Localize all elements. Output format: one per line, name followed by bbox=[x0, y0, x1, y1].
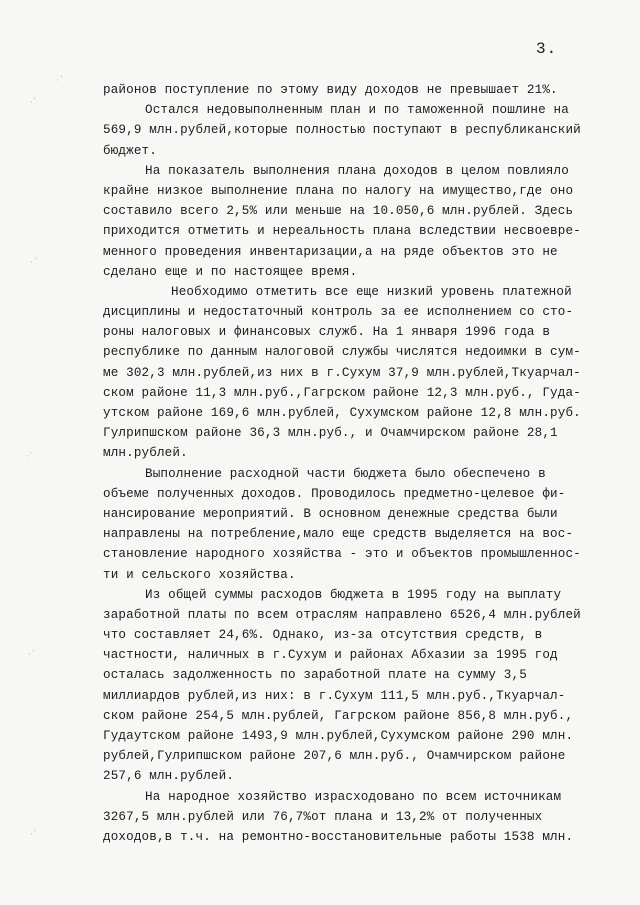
text-line: районов поступление по этому виду доходов не превышает 21%. bbox=[103, 83, 558, 97]
text-line: ском районе 11,3 млн.руб.,Гагрском районе 12,3 млн.руб., Гуда- bbox=[103, 385, 581, 400]
text-line: что составляет 24,6%. Однако, из-за отсутствия средств, в bbox=[103, 628, 543, 643]
page-number: 3. bbox=[536, 40, 558, 58]
text-line: дисциплины и недостаточный контроль за ее исполнением со сто- bbox=[103, 305, 574, 320]
text-line: республике по данным налоговой службы числятся недоимки в сум- bbox=[103, 345, 581, 360]
text-line: составило всего 2,5% или меньше на 10.050,6 млн.рублей. Здесь bbox=[103, 204, 574, 219]
text-line: Гулрипшском районе 36,3 млн.руб., и Очамчирском районе 28,1 bbox=[103, 426, 558, 441]
text-line: На народное хозяйство израсходовано по всем источникам bbox=[145, 789, 562, 804]
text-line: направлены на потребление,мало еще средств выделяется на вос- bbox=[103, 527, 574, 542]
text-line: ме 302,3 млн.рублей,из них в г.Сухум 37,9 млн.рублей,Ткуарчал- bbox=[103, 365, 581, 380]
text-line: заработной платы по всем отраслям направлено 6526,4 млн.рублей bbox=[103, 607, 581, 622]
text-line: Гудаутском районе 1493,9 млн.рублей,Сухумском районе 290 млн. bbox=[103, 729, 574, 743]
body-text bbox=[103, 80, 581, 847]
text-line: Необходимо отметить все еще низкий уровень платежной bbox=[171, 284, 572, 299]
text-line: нансирование мероприятий. В основном денежные средства были bbox=[103, 506, 558, 521]
text-line: роны налоговых и финансовых служб. На 1 января 1996 года в bbox=[103, 325, 551, 340]
text-line: становление народного хозяйства - это и объектов промышленнос- bbox=[103, 547, 581, 562]
text-line: крайне низкое выполнение плана по налогу на имущество,где оно bbox=[103, 183, 574, 198]
text-line: осталась задолженность по заработной плате на сумму 3,5 bbox=[103, 668, 527, 683]
text-line: доходов,в т.ч. на ремонтно-восстановительные работы 1538 млн. bbox=[103, 829, 574, 844]
margin-mark: ·ˋ bbox=[26, 452, 34, 462]
text-line: объеме полученных доходов. Проводилось предметно-целевое фи- bbox=[103, 486, 566, 501]
text-line: утском районе 169,6 млн.рублей, Сухумском районе 12,8 млн.руб. bbox=[103, 406, 581, 420]
text-line: 569,9 млн.рублей,которые полностью поступают в республиканский bbox=[103, 123, 581, 138]
text-line: 3267,5 млн.рублей или 76,7%от плана и 13,2% от полученных bbox=[103, 809, 543, 824]
margin-mark: ·ˊ bbox=[56, 76, 64, 86]
text-line: приходится отметить и нереальность плана вследствии несвоевре- bbox=[103, 224, 581, 239]
text-line: млн.рублей. bbox=[103, 446, 188, 461]
text-line: ском районе 254,5 млн.рублей, Гагрском районе 856,8 млн.руб., bbox=[103, 708, 574, 723]
text-line: миллиардов рублей,из них: в г.Сухум 111,5 млн.руб.,Ткуарчал- bbox=[103, 688, 566, 703]
text-line: бюджет. bbox=[103, 143, 157, 158]
text-line: частности, наличных в г.Сухум и районах Абхазии за 1995 год bbox=[103, 648, 558, 663]
margin-mark: ·ˋ bbox=[30, 830, 38, 840]
text-line: Остался недовыполненным план и по таможенной пошлине на bbox=[145, 103, 569, 118]
text-line: ти и сельского хозяйства. bbox=[103, 567, 296, 582]
margin-mark: ·ˋ bbox=[30, 98, 38, 108]
text-line: Выполнение расходной части бюджета было обеспечено в bbox=[145, 466, 546, 481]
text-line: 257,6 млн.рублей. bbox=[103, 769, 235, 784]
text-line: менного проведения инвентаризации,а на ряде объектов это не bbox=[103, 244, 558, 259]
margin-mark: ·ˊ bbox=[30, 258, 38, 268]
text-line: Из общей суммы расходов бюджета в 1995 году на выплату bbox=[145, 587, 562, 602]
margin-mark: ·ˊ bbox=[28, 650, 36, 660]
text-line: рублей,Гулрипшском районе 207,6 млн.руб., Очамчирском районе bbox=[103, 749, 566, 764]
text-line: сделано еще и по настоящее время. bbox=[103, 264, 358, 279]
text-line: На показатель выполнения плана доходов в целом повлияло bbox=[145, 163, 569, 178]
